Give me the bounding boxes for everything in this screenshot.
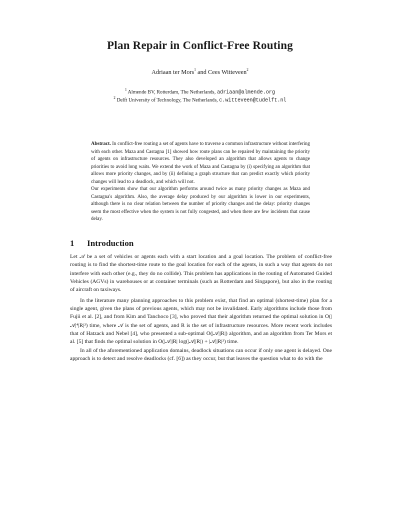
- affiliation-email[interactable]: adriaan@almende.org: [216, 89, 276, 96]
- author-name: Adriaan ter Mors: [151, 69, 195, 77]
- affiliation-2: [0, 95, 400, 105]
- affiliation-sup: 2: [113, 96, 116, 100]
- abstract-paragraph: [91, 141, 310, 186]
- affiliation-text: Delft University of Technology, The Netherlands,: [116, 97, 220, 104]
- abstract-text: In conflict-free routing a set of agents have to traverse a common infrastructure without interfering with each other. Maza and Castagna [1] showed how route plans can be repaired by maintaining the priority of agents on infrastructure resources. They also developed an algorithm that allows agents to change priorities to avoid long waits. We extend the work of Maza and Castagna by (i) specifying an algorithm that allows more priority changes, and by (ii) defining a graph structure that can predict exactly which priority changes will lead to a deadlock, and which will not.: [91, 142, 311, 185]
- author-sup: 2: [246, 68, 249, 72]
- abstract-label: Abstract.: [91, 142, 111, 147]
- body-text: [70, 253, 332, 363]
- abstract-paragraph: Our experiments show that our algorithm performs around twice as many priority changes as Maza and Castagna's algorithm. Also, the average delay produced by our algorithm is lower in our experiments, although there is no clear relation between the number of priority changes and the delay: priority changes seem the most effective when the system is not fully congested, and when there are few incidents that cause delay.: [91, 187, 310, 222]
- section-title: Introduction: [87, 238, 134, 248]
- paper-title: Plan Repair in Conflict-Free Routing: [107, 40, 293, 52]
- section-number: 1: [70, 238, 75, 248]
- affiliation-email[interactable]: c.witteveen@tudelft.nl: [219, 97, 287, 104]
- body-paragraph: In all of the aforementioned application domains, deadlock situations can occur if only one agent is delayed. One approach is to detect and resolve deadlocks (cf. [6]) as they occur, but that leaves the question what to do with the: [70, 347, 332, 363]
- author-sup: 1: [194, 68, 196, 72]
- author-conjunction: and: [195, 69, 208, 77]
- body-paragraph: In the literature many planning approaches to this problem exist, that find an optimal (shortest-time) plan for a single agent, given the plans of previous agents, which may not be invalidated. Early algorithms include those from Fujii et al. [2], and from Kim and Tanchoco [3], who proved that their algorithm returned the optimal solution in O(|𝒜|⁴|R|²) time, where 𝒜 is the set of agents, and R is the set of infrastructure resources. More recent work includes that of Hatzack and Nebel [4], who presented a sub-optimal O(|𝒜||R|) algorithm, and an algorithm from Ter Mors et al. [5] that finds the optimal solution in O(|𝒜||R| log(|𝒜||R|) + |𝒜||R|²) time.: [70, 297, 332, 346]
- body-paragraph: Let 𝒜 be a set of vehicles or agents each with a start location and a goal location. The problem of conflict-free routing is to find the shortest-time route to the goal location for each of the agents, in such a way that agents do not interfere with each other (e.g., they do no collide). This problem has applications in the routing of Automated Guided Vehicles (AGVs) in warehouses or at container terminals (such as Rotterdam and Singapore), but also in the routing of aircraft on taxiways.: [70, 254, 332, 294]
- affiliation-sup: 1: [124, 88, 127, 92]
- affiliation-text: Almende BV, Rotterdam, The Netherlands,: [127, 89, 217, 96]
- author-line: [0, 68, 400, 76]
- abstract: [91, 141, 310, 224]
- section-heading: [70, 238, 134, 248]
- author-name: Cees Witteveen: [208, 69, 247, 77]
